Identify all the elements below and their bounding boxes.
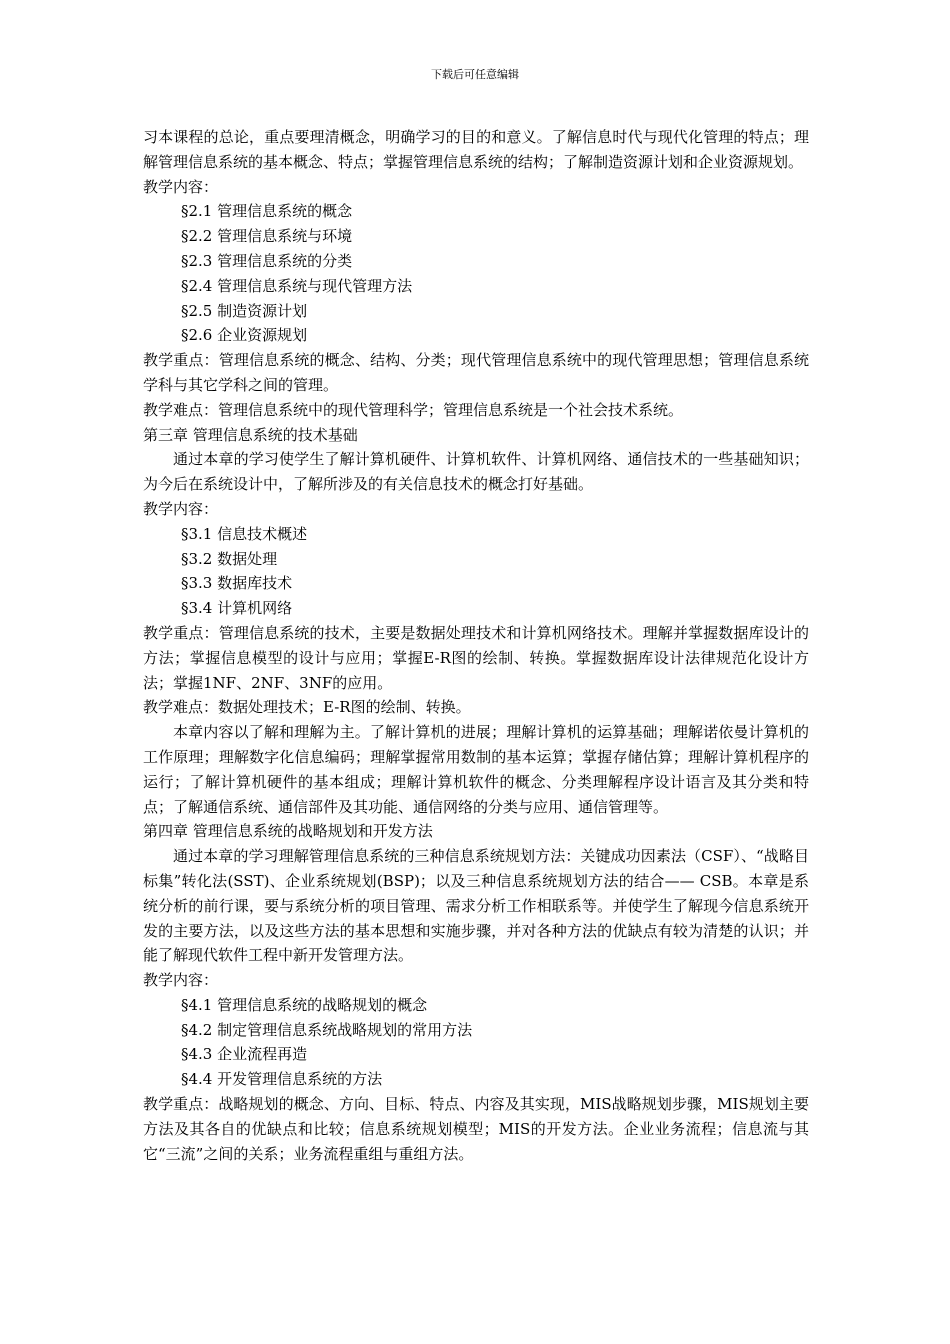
- ch3-difficulties: 教学难点：数据处理技术；E-R图的绘制、转换。: [143, 698, 471, 717]
- ch2-section-item: §2.6 企业资源规划: [181, 326, 308, 345]
- ch4-section-item: §4.3 企业流程再造: [181, 1045, 308, 1064]
- page-header: 下载后可任意编辑: [431, 68, 519, 81]
- ch4-section-item: §4.1 管理信息系统的战略规划的概念: [181, 995, 428, 1014]
- document-body: [143, 125, 809, 1166]
- ch4-title: 第四章 管理信息系统的战略规划和开发方法: [143, 822, 433, 841]
- ch3-summary-paragraph: 本章内容以了解和理解为主。了解计算机的进展；理解计算机的运算基础；理解诺依曼计算机的工作原理；理解数字化信息编码；理解掌握常用数制的基本运算；掌握存储估算；理解计算机程序的运行；了解计算机硬件的基本组成；理解计算机软件的概念、分类理解程序设计语言及其分类和特点；了解通信系统、通信部件及其功能、通信网络的分类与应用、通信管理等。: [143, 723, 809, 816]
- ch2-section-item: §2.5 制造资源计划: [181, 301, 308, 320]
- ch3-intro-paragraph: 通过本章的学习使学生了解计算机硬件、计算机软件、计算机网络、通信技术的一些基础知识；为今后在系统设计中，了解所涉及的有关信息技术的概念打好基础。: [143, 450, 809, 494]
- ch3-key-points: 教学重点：管理信息系统的技术，主要是数据处理技术和计算机网络技术。理解并掌握数据库设计的方法；掌握信息模型的设计与应用；掌握E-R图的绘制、转换。掌握数据库设计法律规范化设计方法；掌握1NF、2NF、3NF的应用。: [143, 623, 809, 692]
- ch2-content-label: 教学内容：: [143, 177, 219, 196]
- ch3-content-label: 教学内容：: [143, 499, 219, 518]
- ch2-difficulties: 教学难点：管理信息系统中的现代管理科学；管理信息系统是一个社会技术系统。: [143, 400, 684, 419]
- ch2-key-points: 教学重点：管理信息系统的概念、结构、分类；现代管理信息系统中的现代管理思想；管理信息系统学科与其它学科之间的管理。: [143, 351, 809, 394]
- ch2-section-item: §2.1 管理信息系统的概念: [181, 202, 353, 221]
- ch4-section-item: §4.2 制定管理信息系统战略规划的常用方法: [181, 1020, 473, 1039]
- ch4-content-label: 教学内容：: [143, 971, 219, 990]
- ch4-intro-paragraph: 通过本章的学习理解管理信息系统的三种信息系统规划方法：关键成功因素法（CSF）、“战略目标集”转化法(SST)、企业系统规划(BSP)；以及三种信息系统规划方法的结合—— CSB。本章是系统分析的前行课，要与系统分析的项目管理、需求分析工作相联系等。并使学生了解现今信息系统开发的主要方法，以及这些方法的基本思想和实施步骤，并对各种方法的优缺点有较为清楚的认识；并能了解现代软件工程中新开发管理方法。: [143, 847, 809, 965]
- ch3-section-item: §3.2 数据处理: [181, 549, 278, 568]
- ch2-section-item: §2.4 管理信息系统与现代管理方法: [181, 276, 413, 295]
- ch2-intro-paragraph: 习本课程的总论，重点要理清概念，明确学习的目的和意义。了解信息时代与现代化管理的特点；理解管理信息系统的基本概念、特点；掌握管理信息系统的结构；了解制造资源计划和企业资源规划。: [143, 128, 809, 171]
- ch4-section-item: §4.4 开发管理信息系统的方法: [181, 1070, 383, 1089]
- ch3-title: 第三章 管理信息系统的技术基础: [143, 425, 358, 444]
- ch3-section-item: §3.1 信息技术概述: [181, 524, 308, 543]
- ch3-section-item: §3.3 数据库技术: [181, 574, 293, 593]
- ch2-section-item: §2.3 管理信息系统的分类: [181, 251, 353, 270]
- ch2-section-item: §2.2 管理信息系统与环境: [181, 227, 353, 246]
- ch4-key-points: 教学重点：战略规划的概念、方向、目标、特点、内容及其实现，MIS战略规划步骤，MIS规划主要方法及其各自的优缺点和比较；信息系统规划模型；MIS的开发方法。企业业务流程；信息流与其它“三流”之间的关系；业务流程重组与重组方法。: [143, 1095, 809, 1163]
- ch3-section-item: §3.4 计算机网络: [181, 599, 293, 618]
